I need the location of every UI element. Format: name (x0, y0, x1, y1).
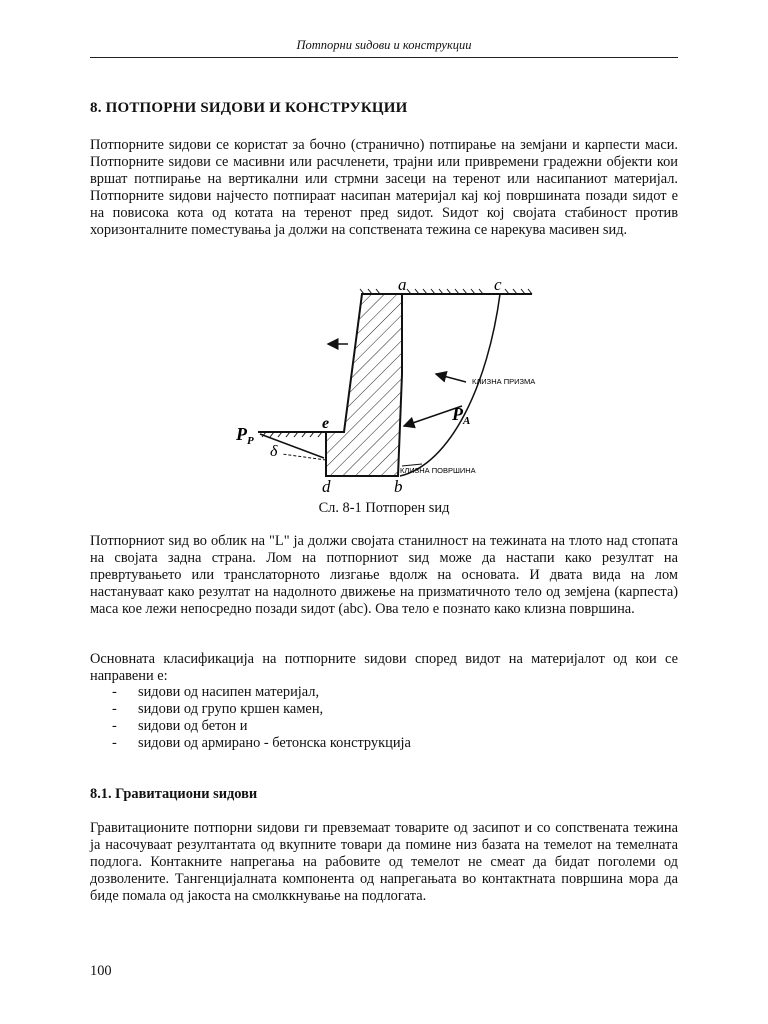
sliding-prism-arrow (436, 374, 466, 382)
section-title: 8. ПОТПОРНИ ЅИДОВИ И КОНСТРУКЦИИ (90, 100, 408, 116)
list-item (112, 684, 411, 701)
retaining-wall-figure (226, 274, 548, 502)
label-d: d (322, 477, 331, 496)
list-dash: - (112, 735, 117, 751)
l-wall-paragraph: Потпорниот ѕид во облик на "L" ја должи својата станилност на тежината на тлото над стопата на својата задна страна. Лом на потпорниот ѕид може да настапи како резултат на превртувањето или транслаторното лизгање вдолж на основата. И двата вида на лом настануваат како резултат на надолното движење на призматичното тело од земјена (карпеста) маса кое лежи непосредно позади ѕидот (abc). Ова тело е познато како клизна површина. (90, 533, 678, 617)
list-dash: - (112, 718, 117, 734)
list-item (112, 735, 411, 752)
label-pa: $P_A$ (452, 404, 471, 427)
label-a: a (398, 275, 407, 294)
label-e: e (322, 415, 330, 432)
wall-body (326, 294, 402, 476)
gravity-paragraph: Гравитационите потпорни ѕидови ги превземаат товарите од засипот и со сопствената тежина ја насочуваат резултантата од вкупните товари да помине низ базата на темелот на темелната подлога. Контакните напрегања на рабовите од темелот не смеат да бидат поголеми од дозволените. Тангенцијалната компонента од напрегањата во контактната површина мора да биде помала од јакоста на смолккнување на подлогата. (90, 820, 678, 904)
list-dash: - (112, 701, 117, 717)
subsection-title: 8.1. Гравитациони ѕидови (90, 786, 258, 802)
wall-types-list (112, 684, 411, 752)
label-sliding-surface: КЛИЗНА ПОВРШИНА (400, 466, 476, 475)
running-header: Потпорни ѕидови и конструкции (296, 38, 472, 52)
list-item-text: ѕидови од насипен материјал, (138, 684, 320, 700)
label-sliding-prism: КЛИЗНА ПРИЗМА (472, 377, 536, 386)
list-item-text: ѕидови од бетон и (138, 718, 248, 734)
list-dash: - (112, 684, 117, 700)
list-item (112, 701, 411, 718)
intro-paragraph: Потпорните ѕидови се користат за бочно (странично) потпирање на земјани и карпести маси. Потпорните ѕидови се масивни или расчленети, трајни или привремени градежни објекти кои вршат потпирање на вертикални или стрмни засеци на теренот или насипаниот материјал. Потпорните ѕидови најчесто потпираат насипан материјал кај кој површината позади ѕидот е на повисока кота од котата на теренот пред ѕидот. Ѕидот кој својата стабиност против хоризонталните поместувања ја должи на сопствената тежина се нарекува масивен ѕид. (90, 137, 678, 238)
list-item (112, 718, 411, 735)
classification-paragraph: Основната класификација на потпорните ѕидови според видот на материјалот од кои се направени е: (90, 651, 678, 684)
page-number: 100 (90, 963, 112, 979)
list-item-text: ѕидови од групо кршен камен, (138, 701, 324, 717)
list-item-text: ѕидови од армирано - бетонска конструкција (138, 735, 411, 751)
label-pp: $P_P$ (236, 424, 254, 447)
header-rule (90, 57, 678, 58)
label-c: c (494, 275, 502, 294)
figure-caption: Сл. 8-1 Потпорен ѕид (318, 500, 450, 516)
label-delta: δ (270, 443, 278, 460)
label-b: b (394, 477, 403, 496)
